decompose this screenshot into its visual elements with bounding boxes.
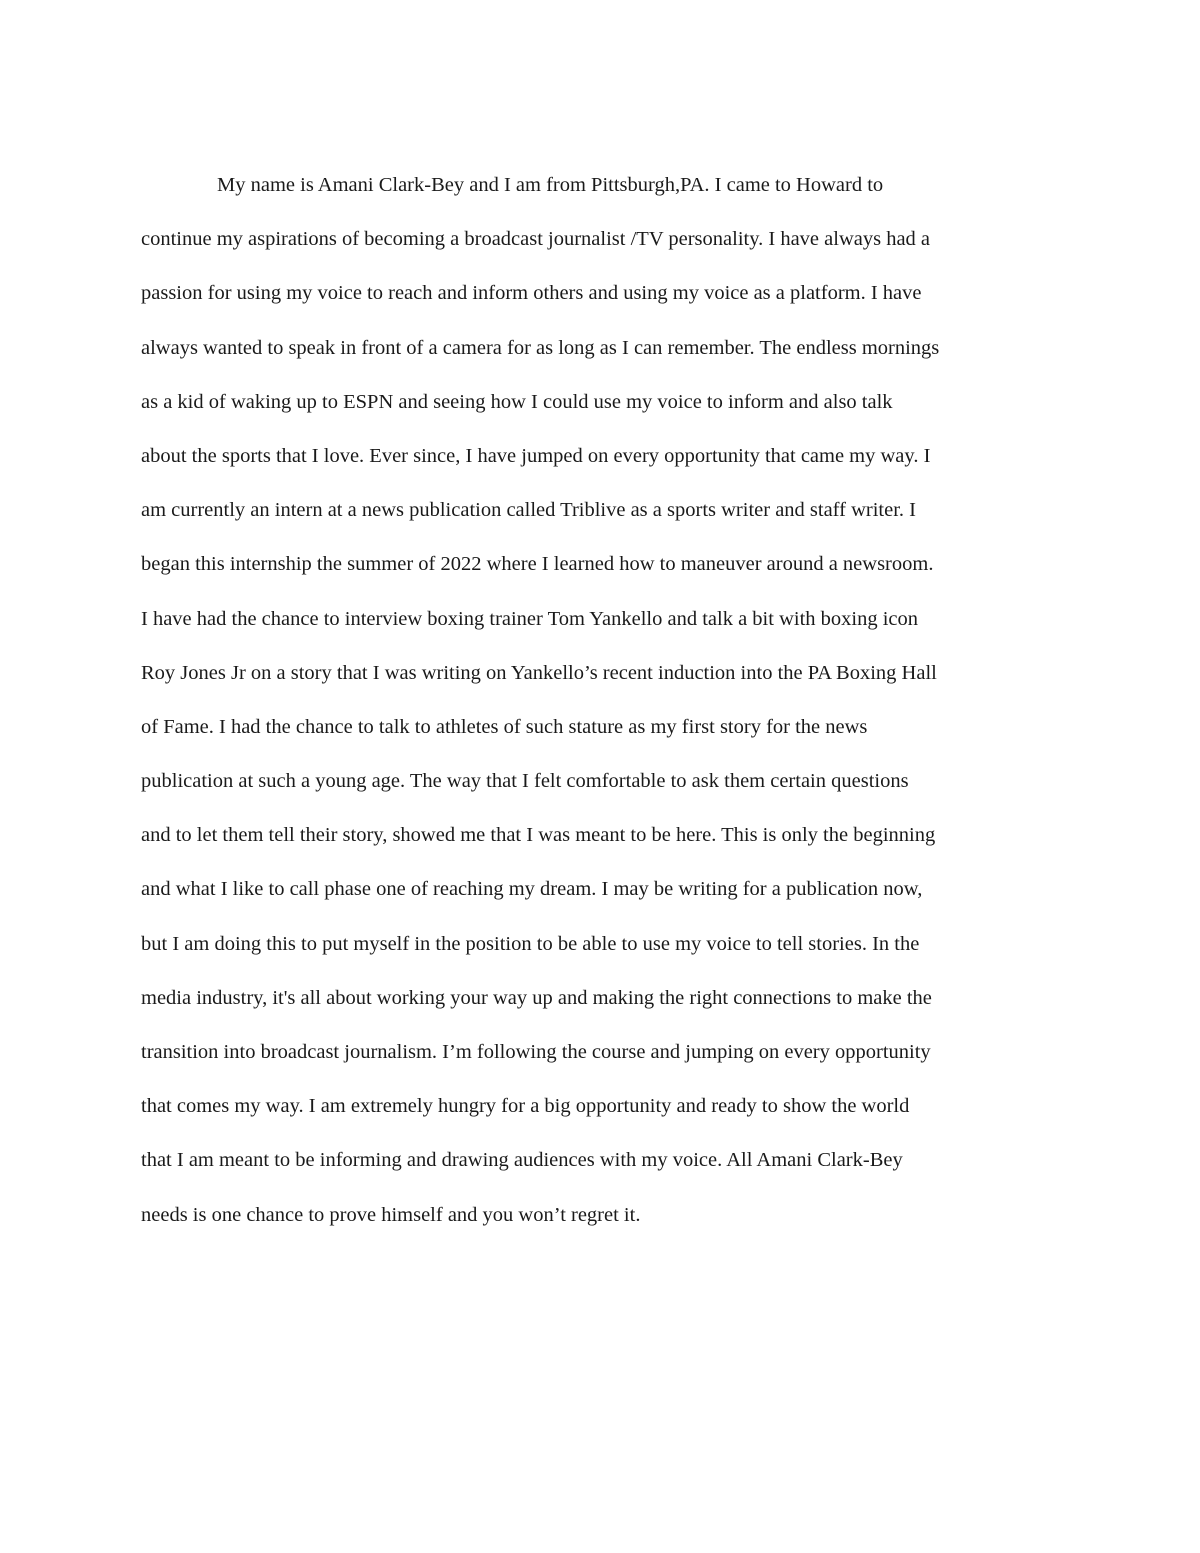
paragraph-line: that comes my way. I am extremely hungry for a big opportunity and ready to show the world [141, 1095, 910, 1118]
paragraph-line: and what I like to call phase one of reaching my dream. I may be writing for a publication now, [141, 878, 923, 901]
paragraph-line: and to let them tell their story, showed me that I was meant to be here. This is only the beginning [141, 824, 936, 847]
paragraph-line: needs is one chance to prove himself and you won’t regret it. [141, 1203, 641, 1226]
paragraph-line: that I am meant to be informing and drawing audiences with my voice. All Amani Clark-Bey [141, 1149, 903, 1172]
essay-paragraph [141, 158, 1071, 1242]
paragraph-line: always wanted to speak in front of a camera for as long as I can remember. The endless mornings [141, 336, 940, 359]
paragraph-line: transition into broadcast journalism. I’m following the course and jumping on every opportunity [141, 1041, 931, 1063]
paragraph-line: of Fame. I had the chance to talk to athletes of such stature as my first story for the news [141, 715, 868, 738]
paragraph-line: My name is Amani Clark-Bey and I am from Pittsburgh,PA. I came to Howard to [217, 174, 884, 196]
paragraph-line: continue my aspirations of becoming a broadcast journalist /TV personality. I have always had a [141, 228, 931, 251]
paragraph-line: as a kid of waking up to ESPN and seeing how I could use my voice to inform and also talk [141, 390, 893, 413]
paragraph-line: media industry, it's all about working your way up and making the right connections to make the [141, 986, 932, 1009]
paragraph-line: I have had the chance to interview boxing trainer Tom Yankello and talk a bit with boxing icon [141, 607, 918, 630]
paragraph-line: about the sports that I love. Ever since, I have jumped on every opportunity that came my way. I [141, 444, 931, 467]
paragraph-line: Roy Jones Jr on a story that I was writing on Yankello’s recent induction into the PA Boxing Hall [141, 661, 937, 684]
paragraph-line: publication at such a young age. The way that I felt comfortable to ask them certain questions [141, 770, 909, 793]
paragraph-line: passion for using my voice to reach and inform others and using my voice as a platform. I have [141, 282, 922, 305]
paragraph-line: am currently an intern at a news publication called Triblive as a sports writer and staff writer. I [141, 499, 916, 522]
paragraph-line: but I am doing this to put myself in the position to be able to use my voice to tell stories. In the [141, 932, 920, 955]
paragraph-line: began this internship the summer of 2022 where I learned how to maneuver around a newsroom. [141, 553, 934, 576]
